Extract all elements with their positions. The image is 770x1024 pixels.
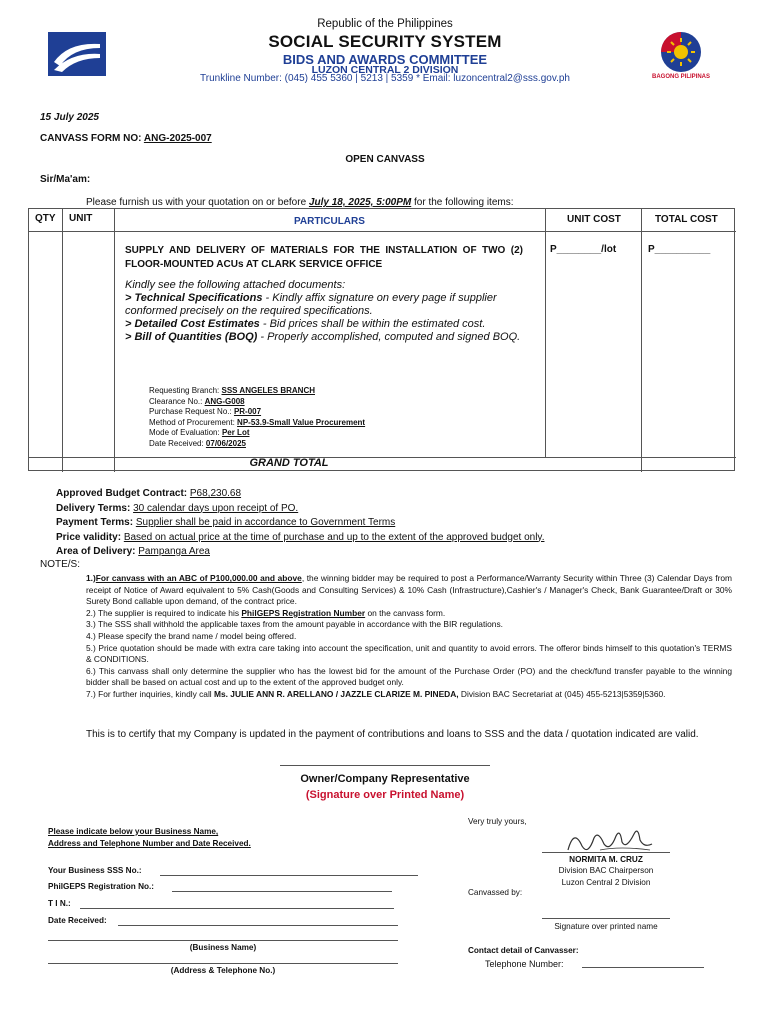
note-6: 6.) This canvass shall only determine the supplier who has the lowest bid for the amount of the Purchase Order (PO) and the check/fund transfer payable to the winning bidder shall be based on actual cost and up to the extent of the approved budget only. — [86, 665, 732, 688]
owner-label: Owner/Company Representative — [300, 773, 470, 785]
signature-over-name: Signature over printed name — [554, 922, 658, 931]
signature-label: (Signature over Printed Name) — [305, 789, 465, 801]
area-of-delivery: Area of Delivery: Pampanga Area — [56, 546, 210, 557]
very-truly-yours: Very truly yours, — [468, 817, 527, 826]
terms — [56, 487, 544, 560]
approved-budget: Approved Budget Contract: P68,230.68 — [56, 488, 242, 499]
header-unit-cost: UNIT COST — [567, 214, 621, 225]
unit-cost-value[interactable]: P________/lot — [550, 244, 617, 255]
open-canvass-title: OPEN CANVASS — [345, 154, 425, 165]
canvasser-sign-line[interactable] — [542, 918, 670, 919]
sss-no-field[interactable] — [160, 875, 418, 876]
doc-technical-specs: > Technical Specifications - Kindly affix signature on every page if supplier conformed precisely on the required specifications. — [125, 292, 497, 317]
owner-signature-line[interactable] — [280, 765, 490, 766]
bagong-pilipinas-text: BAGONG PILIPINAS — [651, 74, 710, 80]
philgeps-field[interactable] — [172, 891, 392, 892]
delivery-terms: Delivery Terms: 30 calendar days upon receipt of PO. — [56, 502, 299, 514]
furnish-deadline: July 18, 2025, 5:00PM — [308, 197, 412, 208]
purchase-request-no: Purchase Request No.: PR-007 — [149, 407, 262, 416]
requesting-branch: Requesting Branch: SSS ANGELES BRANCH — [149, 386, 315, 395]
canvass-table — [28, 208, 735, 471]
grand-total-label: GRAND TOTAL — [249, 457, 329, 469]
address-label: (Address & Telephone No.) — [170, 966, 276, 975]
note-5: 5.) Price quotation should be made with extra care taking into account the specification, unit and quantity to avoid errors. The offeror binds himself to this quotation's TERMS & CONDITIONS. — [86, 642, 732, 665]
method-of-procurement: Method of Procurement: NP-53.9-Small Value Procurement — [149, 417, 366, 427]
furnish-post: for the following items: — [411, 197, 514, 208]
total-cost-value[interactable]: P__________ — [648, 244, 711, 255]
date-received-field[interactable] — [118, 925, 398, 926]
philgeps-label: PhilGEPS Registration No.: — [48, 882, 154, 891]
date-received: Date Received: 07/06/2025 — [149, 438, 246, 448]
sss-no-label: Your Business SSS No.: — [48, 866, 142, 875]
republic-line: Republic of the Philippines — [317, 18, 453, 30]
telephone-label: Telephone Number: — [485, 959, 564, 969]
signatory-division: Luzon Central 2 Division — [561, 878, 651, 887]
item-title: SUPPLY AND DELIVERY OF MATERIALS FOR THE INSTALLATION OF TWO (2) FLOOR-MOUNTED ACUs AT CLARK SERVICE OFFICE — [125, 245, 523, 270]
chairperson-signature — [560, 820, 660, 860]
certification: This is to certify that my Company is updated in the payment of contributions and loans to SSS and the data / quotation indicated are valid. — [86, 729, 699, 740]
trunkline: Trunkline Number: (045) 455 5360 | 5213 | 5359 * Email: luzoncentral2@sss.gov.ph — [200, 73, 570, 84]
request-details — [149, 386, 365, 449]
document-date: 15 July 2025 — [40, 112, 99, 123]
note-3: 3.) The SSS shall withhold the applicable taxes from the amount payable in accordance with the BIR regulations. — [86, 619, 503, 630]
division-title: LUZON CENTRAL 2 DIVISION — [311, 64, 459, 76]
canvass-label: CANVASS FORM NO: — [40, 133, 144, 144]
canvassed-by: Canvassed by: — [468, 888, 523, 897]
note-7: 7.) For further inquiries, kindly call Ms. JULIE ANN R. ARELLANO / JAZZLE CLARIZE M. PINEDA, Division BAC Secretariat at (045) 455-5213|5359|5360. — [86, 688, 666, 699]
notes-title: NOTE/S: — [40, 559, 81, 570]
chairperson-sign-line — [542, 852, 670, 853]
header-unit: UNIT — [69, 213, 93, 224]
signatory-name: NORMITA M. CRUZ — [569, 855, 643, 864]
payment-terms: Payment Terms: Supplier shall be paid in accordance to Government Terms — [56, 517, 396, 528]
date-received-label: Date Received: — [48, 916, 107, 925]
docs-intro: Kindly see the following attached documents: — [125, 279, 346, 291]
attached-documents — [125, 279, 525, 344]
price-validity: Price validity: Based on actual price at the time of purchase and up to the extent of the approved budget only. — [56, 531, 545, 543]
canvass-number: ANG-2025-007 — [143, 133, 212, 144]
business-name-field[interactable] — [48, 940, 398, 941]
tin-label: T I N.: — [48, 899, 71, 908]
telephone-field[interactable] — [582, 967, 704, 968]
salutation: Sir/Ma'am: — [40, 174, 91, 185]
note-4: 4.) Please specify the brand name / model being offered. — [86, 630, 297, 641]
agency-title: SOCIAL SECURITY SYSTEM — [268, 32, 502, 51]
header-total-cost: TOTAL COST — [655, 214, 718, 225]
furnish-instruction — [86, 197, 513, 208]
header-particulars: PARTICULARS — [294, 216, 365, 227]
bac-title: BIDS AND AWARDS COMMITTEE — [282, 52, 488, 67]
notes-list — [86, 573, 732, 701]
contact-detail-label: Contact detail of Canvasser: — [468, 946, 579, 955]
clearance-no: Clearance No.: ANG-G008 — [149, 396, 245, 406]
tin-field[interactable] — [80, 908, 394, 909]
note-1: 1.)For canvass with an ABC of P100,000.00 and above, the winning bidder may be required to post a Performance/Warranty Security within Three (3) Calendar Days from receipt of Notice of Award equivalent to 5% Cash(Goods and Consulting Services) & 10% Cash (Infrastructure),Cashier's / Manager's Check, Bank Guarantee/Draft or 30% Surety Bond callable upon demand, of the contract price. — [86, 573, 732, 607]
doc-cost-estimates: > Detailed Cost Estimates - Bid prices shall be within the estimated cost. — [125, 318, 486, 330]
note-2: 2.) The supplier is required to indicate his PhilGEPS Registration Number on the canvass form. — [86, 607, 446, 618]
business-instruction: Please indicate below your Business Name, Address and Telephone Number and Date Received. — [48, 827, 251, 848]
signatory-title: Division BAC Chairperson — [558, 866, 654, 875]
furnish-pre: Please furnish us with your quotation on or before — [86, 197, 309, 208]
address-field[interactable] — [48, 963, 398, 964]
header-qty: QTY — [35, 213, 56, 224]
canvass-form-no — [40, 133, 212, 144]
mode-of-evaluation: Mode of Evaluation: Per Lot — [149, 428, 250, 437]
doc-boq: > Bill of Quantities (BOQ) - Properly accomplished, computed and signed BOQ. — [125, 331, 521, 343]
business-name-label: (Business Name) — [189, 943, 257, 952]
bagong-pilipinas-logo — [650, 30, 712, 84]
